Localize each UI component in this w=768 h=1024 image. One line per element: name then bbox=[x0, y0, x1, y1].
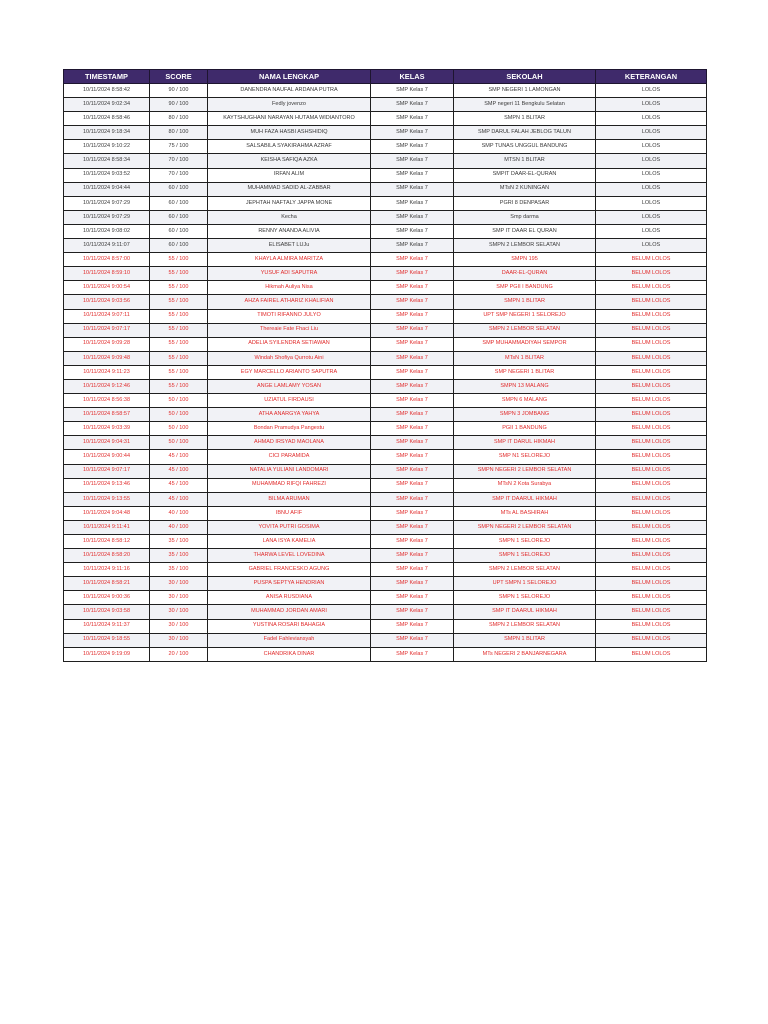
timestamp-cell: 10/11/2024 9:03:56 bbox=[64, 295, 150, 309]
class-cell: SMP Kelas 7 bbox=[371, 140, 454, 154]
status-cell: LOLOS bbox=[596, 140, 707, 154]
class-cell: SMP Kelas 7 bbox=[371, 492, 454, 506]
status-cell: LOLOS bbox=[596, 210, 707, 224]
class-cell: SMP Kelas 7 bbox=[371, 351, 454, 365]
class-cell: SMP Kelas 7 bbox=[371, 450, 454, 464]
header-score: SCORE bbox=[150, 70, 208, 84]
name-cell: BILMA ARUMAN bbox=[208, 492, 371, 506]
name-cell: IBNU AFIF bbox=[208, 506, 371, 520]
school-cell: SMP TUNAS UNGGUL BANDUNG bbox=[454, 140, 596, 154]
score-cell: 90 / 100 bbox=[150, 98, 208, 112]
header-sekolah: SEKOLAH bbox=[454, 70, 596, 84]
header-timestamp: TIMESTAMP bbox=[64, 70, 150, 84]
timestamp-cell: 10/11/2024 9:18:34 bbox=[64, 126, 150, 140]
school-cell: SMPN NEGERI 2 LEMBOR SELATAN bbox=[454, 464, 596, 478]
score-cell: 50 / 100 bbox=[150, 408, 208, 422]
table-row bbox=[64, 196, 707, 210]
status-cell: LOLOS bbox=[596, 168, 707, 182]
timestamp-cell: 10/11/2024 9:11:23 bbox=[64, 365, 150, 379]
timestamp-cell: 10/11/2024 8:57:00 bbox=[64, 253, 150, 267]
name-cell: KHAYLA ALMIRA MARITZA bbox=[208, 253, 371, 267]
status-cell: BELUM LOLOS bbox=[596, 394, 707, 408]
school-cell: SMPN 1 BLITAR bbox=[454, 112, 596, 126]
class-cell: SMP Kelas 7 bbox=[371, 323, 454, 337]
timestamp-cell: 10/11/2024 9:03:39 bbox=[64, 422, 150, 436]
name-cell: GABRIEL FRANCESKO AGUNG bbox=[208, 563, 371, 577]
name-cell: LANA ISYA KAMELIA bbox=[208, 535, 371, 549]
school-cell: SMPN 3 JOMBANG bbox=[454, 408, 596, 422]
class-cell: SMP Kelas 7 bbox=[371, 267, 454, 281]
class-cell: SMP Kelas 7 bbox=[371, 605, 454, 619]
class-cell: SMP Kelas 7 bbox=[371, 619, 454, 633]
table-row bbox=[64, 591, 707, 605]
timestamp-cell: 10/11/2024 8:58:21 bbox=[64, 577, 150, 591]
name-cell: ANISA RUSDIANA bbox=[208, 591, 371, 605]
score-cell: 40 / 100 bbox=[150, 506, 208, 520]
table-row bbox=[64, 154, 707, 168]
name-cell: PUSPA SEPTYA HENDRIAN bbox=[208, 577, 371, 591]
table-row bbox=[64, 295, 707, 309]
class-cell: SMP Kelas 7 bbox=[371, 379, 454, 393]
table-row bbox=[64, 450, 707, 464]
table-row bbox=[64, 168, 707, 182]
score-cell: 70 / 100 bbox=[150, 168, 208, 182]
timestamp-cell: 10/11/2024 9:00:36 bbox=[64, 591, 150, 605]
status-cell: BELUM LOLOS bbox=[596, 478, 707, 492]
score-cell: 30 / 100 bbox=[150, 605, 208, 619]
school-cell: UPT SMP NEGERI 1 SELOREJO bbox=[454, 309, 596, 323]
score-cell: 55 / 100 bbox=[150, 253, 208, 267]
class-cell: SMP Kelas 7 bbox=[371, 563, 454, 577]
timestamp-cell: 10/11/2024 8:58:34 bbox=[64, 154, 150, 168]
timestamp-cell: 10/11/2024 9:08:02 bbox=[64, 224, 150, 238]
name-cell: YOVITA PUTRI GOSIMA bbox=[208, 520, 371, 534]
name-cell: Hikmah Auliya Nisa bbox=[208, 281, 371, 295]
status-cell: BELUM LOLOS bbox=[596, 633, 707, 647]
school-cell: SMPN 2 LEMBOR SELATAN bbox=[454, 619, 596, 633]
school-cell: SMPN 6 MALANG bbox=[454, 394, 596, 408]
status-cell: LOLOS bbox=[596, 196, 707, 210]
status-cell: BELUM LOLOS bbox=[596, 422, 707, 436]
name-cell: Windah Shofiya Qurrotu Aini bbox=[208, 351, 371, 365]
score-cell: 55 / 100 bbox=[150, 281, 208, 295]
class-cell: SMP Kelas 7 bbox=[371, 647, 454, 661]
name-cell: ADELIA SYILENDRA SETIAWAN bbox=[208, 337, 371, 351]
school-cell: SMPN 1 SELOREJO bbox=[454, 535, 596, 549]
class-cell: SMP Kelas 7 bbox=[371, 394, 454, 408]
timestamp-cell: 10/11/2024 9:09:28 bbox=[64, 337, 150, 351]
timestamp-cell: 10/11/2024 9:12:46 bbox=[64, 379, 150, 393]
status-cell: BELUM LOLOS bbox=[596, 450, 707, 464]
school-cell: DAAR-EL-QURAN bbox=[454, 267, 596, 281]
class-cell: SMP Kelas 7 bbox=[371, 98, 454, 112]
class-cell: SMP Kelas 7 bbox=[371, 577, 454, 591]
score-cell: 60 / 100 bbox=[150, 239, 208, 253]
status-cell: BELUM LOLOS bbox=[596, 647, 707, 661]
name-cell: Fedly jovenzo bbox=[208, 98, 371, 112]
school-cell: SMPN 13 MALANG bbox=[454, 379, 596, 393]
table-row bbox=[64, 112, 707, 126]
status-cell: LOLOS bbox=[596, 84, 707, 98]
school-cell: SMPN 195 bbox=[454, 253, 596, 267]
class-cell: SMP Kelas 7 bbox=[371, 281, 454, 295]
timestamp-cell: 10/11/2024 9:19:09 bbox=[64, 647, 150, 661]
status-cell: BELUM LOLOS bbox=[596, 549, 707, 563]
results-table bbox=[63, 69, 707, 662]
status-cell: BELUM LOLOS bbox=[596, 605, 707, 619]
table-row bbox=[64, 253, 707, 267]
timestamp-cell: 10/11/2024 9:04:31 bbox=[64, 436, 150, 450]
status-cell: LOLOS bbox=[596, 154, 707, 168]
name-cell: KEISHA SAFIQA AZKA bbox=[208, 154, 371, 168]
school-cell: SMPN 2 LEMBOR SELATAN bbox=[454, 323, 596, 337]
score-cell: 40 / 100 bbox=[150, 520, 208, 534]
timestamp-cell: 10/11/2024 9:03:58 bbox=[64, 605, 150, 619]
table-row bbox=[64, 633, 707, 647]
class-cell: SMP Kelas 7 bbox=[371, 408, 454, 422]
score-cell: 30 / 100 bbox=[150, 633, 208, 647]
name-cell: RENNY ANANDA ALIVIA bbox=[208, 224, 371, 238]
name-cell: THARWA LEVEL LOVEDINA bbox=[208, 549, 371, 563]
table-row bbox=[64, 379, 707, 393]
timestamp-cell: 10/11/2024 8:59:10 bbox=[64, 267, 150, 281]
timestamp-cell: 10/11/2024 9:04:48 bbox=[64, 506, 150, 520]
timestamp-cell: 10/11/2024 9:13:46 bbox=[64, 478, 150, 492]
school-cell: SMPN 1 SELOREJO bbox=[454, 591, 596, 605]
table-row bbox=[64, 98, 707, 112]
class-cell: SMP Kelas 7 bbox=[371, 478, 454, 492]
score-cell: 60 / 100 bbox=[150, 196, 208, 210]
class-cell: SMP Kelas 7 bbox=[371, 168, 454, 182]
name-cell: AHZA FAIREL ATHARIZ KHALIFIAN bbox=[208, 295, 371, 309]
school-cell: SMP NEGERI 1 BLITAR bbox=[454, 365, 596, 379]
status-cell: BELUM LOLOS bbox=[596, 365, 707, 379]
table-row bbox=[64, 210, 707, 224]
class-cell: SMP Kelas 7 bbox=[371, 154, 454, 168]
class-cell: SMP Kelas 7 bbox=[371, 84, 454, 98]
score-cell: 55 / 100 bbox=[150, 337, 208, 351]
table-row bbox=[64, 281, 707, 295]
class-cell: SMP Kelas 7 bbox=[371, 210, 454, 224]
score-cell: 60 / 100 bbox=[150, 224, 208, 238]
school-cell: SMP N1 SELOREJO bbox=[454, 450, 596, 464]
score-cell: 35 / 100 bbox=[150, 549, 208, 563]
status-cell: BELUM LOLOS bbox=[596, 535, 707, 549]
table-row bbox=[64, 549, 707, 563]
timestamp-cell: 10/11/2024 9:11:37 bbox=[64, 619, 150, 633]
timestamp-cell: 10/11/2024 8:58:12 bbox=[64, 535, 150, 549]
timestamp-cell: 10/11/2024 9:11:41 bbox=[64, 520, 150, 534]
score-cell: 80 / 100 bbox=[150, 126, 208, 140]
table-row bbox=[64, 647, 707, 661]
score-cell: 55 / 100 bbox=[150, 309, 208, 323]
score-cell: 30 / 100 bbox=[150, 591, 208, 605]
class-cell: SMP Kelas 7 bbox=[371, 633, 454, 647]
school-cell: UPT SMPN 1 SELOREJO bbox=[454, 577, 596, 591]
school-cell: MTSN 1 BLITAR bbox=[454, 154, 596, 168]
name-cell: MUHAMMAD JORDAN AMARI bbox=[208, 605, 371, 619]
table-row bbox=[64, 478, 707, 492]
table-row bbox=[64, 365, 707, 379]
status-cell: LOLOS bbox=[596, 182, 707, 196]
name-cell: Fadel Fahleviansyah bbox=[208, 633, 371, 647]
class-cell: SMP Kelas 7 bbox=[371, 112, 454, 126]
name-cell: YUSUF ADI SAPUTRA bbox=[208, 267, 371, 281]
name-cell: TIMOTI RIFANNO JULYO bbox=[208, 309, 371, 323]
score-cell: 50 / 100 bbox=[150, 394, 208, 408]
timestamp-cell: 10/11/2024 9:04:44 bbox=[64, 182, 150, 196]
score-cell: 50 / 100 bbox=[150, 422, 208, 436]
status-cell: BELUM LOLOS bbox=[596, 323, 707, 337]
table-row bbox=[64, 309, 707, 323]
status-cell: BELUM LOLOS bbox=[596, 295, 707, 309]
table-row bbox=[64, 267, 707, 281]
school-cell: SMPN 2 LEMBOR SELATAN bbox=[454, 239, 596, 253]
class-cell: SMP Kelas 7 bbox=[371, 337, 454, 351]
score-cell: 55 / 100 bbox=[150, 323, 208, 337]
score-cell: 55 / 100 bbox=[150, 295, 208, 309]
class-cell: SMP Kelas 7 bbox=[371, 182, 454, 196]
timestamp-cell: 10/11/2024 9:00:44 bbox=[64, 450, 150, 464]
school-cell: SMP MUHAMMADIYAH SEMPOR bbox=[454, 337, 596, 351]
class-cell: SMP Kelas 7 bbox=[371, 549, 454, 563]
table-row bbox=[64, 337, 707, 351]
name-cell: CICI PARAMIDA bbox=[208, 450, 371, 464]
school-cell: SMPN 1 BLITAR bbox=[454, 633, 596, 647]
status-cell: LOLOS bbox=[596, 112, 707, 126]
school-cell: SMP IT DARUL HIKMAH bbox=[454, 436, 596, 450]
score-cell: 30 / 100 bbox=[150, 577, 208, 591]
status-cell: BELUM LOLOS bbox=[596, 520, 707, 534]
table-body bbox=[64, 84, 707, 662]
timestamp-cell: 10/11/2024 9:07:11 bbox=[64, 309, 150, 323]
score-cell: 45 / 100 bbox=[150, 450, 208, 464]
class-cell: SMP Kelas 7 bbox=[371, 436, 454, 450]
score-cell: 45 / 100 bbox=[150, 492, 208, 506]
table-row bbox=[64, 323, 707, 337]
status-cell: BELUM LOLOS bbox=[596, 408, 707, 422]
score-cell: 20 / 100 bbox=[150, 647, 208, 661]
score-cell: 90 / 100 bbox=[150, 84, 208, 98]
table-row bbox=[64, 422, 707, 436]
school-cell: PGRI 8 DENPASAR bbox=[454, 196, 596, 210]
table-row bbox=[64, 535, 707, 549]
name-cell: JEPHTAH NAFTALY JAPPA MONE bbox=[208, 196, 371, 210]
school-cell: SMPN 1 BLITAR bbox=[454, 295, 596, 309]
table-row bbox=[64, 239, 707, 253]
school-cell: PGII 1 BANDUNG bbox=[454, 422, 596, 436]
score-cell: 60 / 100 bbox=[150, 210, 208, 224]
name-cell: MUH FAZA HASBI ASHSHIDIQ bbox=[208, 126, 371, 140]
status-cell: BELUM LOLOS bbox=[596, 492, 707, 506]
name-cell: KAYTSHUGHANI NARAYAN HUTAMA WIDIANTORO bbox=[208, 112, 371, 126]
school-cell: SMP IT DAARUL HIKMAH bbox=[454, 492, 596, 506]
score-cell: 55 / 100 bbox=[150, 365, 208, 379]
score-cell: 60 / 100 bbox=[150, 182, 208, 196]
table-header bbox=[64, 70, 707, 84]
table-row bbox=[64, 506, 707, 520]
school-cell: SMPIT DAAR-EL-QURAN bbox=[454, 168, 596, 182]
school-cell: SMPN 1 SELOREJO bbox=[454, 549, 596, 563]
table-row bbox=[64, 563, 707, 577]
name-cell: MUHAMMAD RIFQI FAHREZI bbox=[208, 478, 371, 492]
score-cell: 50 / 100 bbox=[150, 436, 208, 450]
header-row bbox=[64, 70, 707, 84]
status-cell: BELUM LOLOS bbox=[596, 619, 707, 633]
class-cell: SMP Kelas 7 bbox=[371, 309, 454, 323]
timestamp-cell: 10/11/2024 8:58:57 bbox=[64, 408, 150, 422]
timestamp-cell: 10/11/2024 8:58:20 bbox=[64, 549, 150, 563]
class-cell: SMP Kelas 7 bbox=[371, 196, 454, 210]
table-row bbox=[64, 84, 707, 98]
class-cell: SMP Kelas 7 bbox=[371, 464, 454, 478]
name-cell: CHANDRIKA DINAR bbox=[208, 647, 371, 661]
class-cell: SMP Kelas 7 bbox=[371, 365, 454, 379]
header-nama-lengkap: NAMA LENGKAP bbox=[208, 70, 371, 84]
timestamp-cell: 10/11/2024 9:18:55 bbox=[64, 633, 150, 647]
school-cell: SMP IT DAAR EL QURAN bbox=[454, 224, 596, 238]
table-row bbox=[64, 351, 707, 365]
name-cell: Thereaie Fate Fhaci Liu bbox=[208, 323, 371, 337]
status-cell: BELUM LOLOS bbox=[596, 253, 707, 267]
timestamp-cell: 10/11/2024 8:58:42 bbox=[64, 84, 150, 98]
table-row bbox=[64, 492, 707, 506]
score-cell: 45 / 100 bbox=[150, 478, 208, 492]
school-cell: MTs NEGERI 2 BANJARNEGARA bbox=[454, 647, 596, 661]
school-cell: SMP NEGERI 1 LAMONGAN bbox=[454, 84, 596, 98]
school-cell: SMP negeri 11 Bengkulu Selatan bbox=[454, 98, 596, 112]
table-row bbox=[64, 126, 707, 140]
timestamp-cell: 10/11/2024 9:00:54 bbox=[64, 281, 150, 295]
status-cell: LOLOS bbox=[596, 126, 707, 140]
status-cell: BELUM LOLOS bbox=[596, 563, 707, 577]
timestamp-cell: 10/11/2024 9:02:34 bbox=[64, 98, 150, 112]
name-cell: ATHA ANARGYA YAHYA bbox=[208, 408, 371, 422]
score-cell: 55 / 100 bbox=[150, 379, 208, 393]
table-row bbox=[64, 394, 707, 408]
school-cell: SMP DARUL FALAH JEBLOG TALUN bbox=[454, 126, 596, 140]
class-cell: SMP Kelas 7 bbox=[371, 422, 454, 436]
class-cell: SMP Kelas 7 bbox=[371, 295, 454, 309]
table-row bbox=[64, 140, 707, 154]
school-cell: MTsN 1 BLITAR bbox=[454, 351, 596, 365]
name-cell: DANENDRA NAUFAL ARDANA PUTRA bbox=[208, 84, 371, 98]
score-cell: 35 / 100 bbox=[150, 563, 208, 577]
status-cell: BELUM LOLOS bbox=[596, 267, 707, 281]
status-cell: LOLOS bbox=[596, 98, 707, 112]
timestamp-cell: 10/11/2024 9:11:07 bbox=[64, 239, 150, 253]
name-cell: Bondan Pramudya Pangestu bbox=[208, 422, 371, 436]
status-cell: BELUM LOLOS bbox=[596, 506, 707, 520]
timestamp-cell: 10/11/2024 9:11:16 bbox=[64, 563, 150, 577]
name-cell: MUHAMMAD SADID AL-ZABBAR bbox=[208, 182, 371, 196]
status-cell: BELUM LOLOS bbox=[596, 337, 707, 351]
class-cell: SMP Kelas 7 bbox=[371, 126, 454, 140]
name-cell: ELISABET LUJu bbox=[208, 239, 371, 253]
name-cell: UZIATUL FIRDAUSI bbox=[208, 394, 371, 408]
timestamp-cell: 10/11/2024 9:03:52 bbox=[64, 168, 150, 182]
name-cell: YUSTINA ROSARI BAHAGIA bbox=[208, 619, 371, 633]
score-cell: 30 / 100 bbox=[150, 619, 208, 633]
school-cell: MTsN 2 Kota Surabya bbox=[454, 478, 596, 492]
table-row bbox=[64, 577, 707, 591]
class-cell: SMP Kelas 7 bbox=[371, 535, 454, 549]
table-row bbox=[64, 464, 707, 478]
header-keterangan: KETERANGAN bbox=[596, 70, 707, 84]
header-kelas: KELAS bbox=[371, 70, 454, 84]
timestamp-cell: 10/11/2024 9:10:22 bbox=[64, 140, 150, 154]
timestamp-cell: 10/11/2024 9:07:17 bbox=[64, 464, 150, 478]
status-cell: LOLOS bbox=[596, 224, 707, 238]
score-cell: 55 / 100 bbox=[150, 267, 208, 281]
status-cell: BELUM LOLOS bbox=[596, 591, 707, 605]
school-cell: SMPN NEGERI 2 LEMBOR SELATAN bbox=[454, 520, 596, 534]
name-cell: EGY MARCELLO ARIANTO SAPUTRA bbox=[208, 365, 371, 379]
class-cell: SMP Kelas 7 bbox=[371, 224, 454, 238]
score-cell: 80 / 100 bbox=[150, 112, 208, 126]
timestamp-cell: 10/11/2024 9:07:17 bbox=[64, 323, 150, 337]
timestamp-cell: 10/11/2024 8:58:46 bbox=[64, 112, 150, 126]
status-cell: BELUM LOLOS bbox=[596, 464, 707, 478]
class-cell: SMP Kelas 7 bbox=[371, 520, 454, 534]
score-cell: 55 / 100 bbox=[150, 351, 208, 365]
table-row bbox=[64, 224, 707, 238]
status-cell: BELUM LOLOS bbox=[596, 281, 707, 295]
status-cell: LOLOS bbox=[596, 239, 707, 253]
table-row bbox=[64, 182, 707, 196]
status-cell: BELUM LOLOS bbox=[596, 379, 707, 393]
score-cell: 70 / 100 bbox=[150, 154, 208, 168]
school-cell: SMP IT DAARUL HIKMAH bbox=[454, 605, 596, 619]
status-cell: BELUM LOLOS bbox=[596, 436, 707, 450]
class-cell: SMP Kelas 7 bbox=[371, 253, 454, 267]
timestamp-cell: 10/11/2024 8:56:38 bbox=[64, 394, 150, 408]
status-cell: BELUM LOLOS bbox=[596, 351, 707, 365]
status-cell: BELUM LOLOS bbox=[596, 577, 707, 591]
score-cell: 75 / 100 bbox=[150, 140, 208, 154]
name-cell: AHMAD IRSYAD MAOLANA bbox=[208, 436, 371, 450]
table-row bbox=[64, 520, 707, 534]
timestamp-cell: 10/11/2024 9:13:55 bbox=[64, 492, 150, 506]
school-cell: Smp darma bbox=[454, 210, 596, 224]
table-row bbox=[64, 408, 707, 422]
school-cell: SMP PGII I BANDUNG bbox=[454, 281, 596, 295]
name-cell: SALSABILA SYAKIRAHMA AZRAF bbox=[208, 140, 371, 154]
timestamp-cell: 10/11/2024 9:07:29 bbox=[64, 196, 150, 210]
school-cell: MTs AL BASHIRAH bbox=[454, 506, 596, 520]
timestamp-cell: 10/11/2024 9:09:48 bbox=[64, 351, 150, 365]
status-cell: BELUM LOLOS bbox=[596, 309, 707, 323]
class-cell: SMP Kelas 7 bbox=[371, 239, 454, 253]
name-cell: ANGE LAMLAMY YOSAN bbox=[208, 379, 371, 393]
school-cell: SMPN 2 LEMBOR SELATAN bbox=[454, 563, 596, 577]
table-row bbox=[64, 436, 707, 450]
name-cell: IRFAN ALIM bbox=[208, 168, 371, 182]
class-cell: SMP Kelas 7 bbox=[371, 506, 454, 520]
name-cell: Kecha bbox=[208, 210, 371, 224]
school-cell: MTsN 2 KUNINGAN bbox=[454, 182, 596, 196]
name-cell: NATALIA YULIANI LANDOMARI bbox=[208, 464, 371, 478]
class-cell: SMP Kelas 7 bbox=[371, 591, 454, 605]
score-cell: 45 / 100 bbox=[150, 464, 208, 478]
table-row bbox=[64, 605, 707, 619]
timestamp-cell: 10/11/2024 9:07:29 bbox=[64, 210, 150, 224]
score-cell: 35 / 100 bbox=[150, 535, 208, 549]
table-row bbox=[64, 619, 707, 633]
